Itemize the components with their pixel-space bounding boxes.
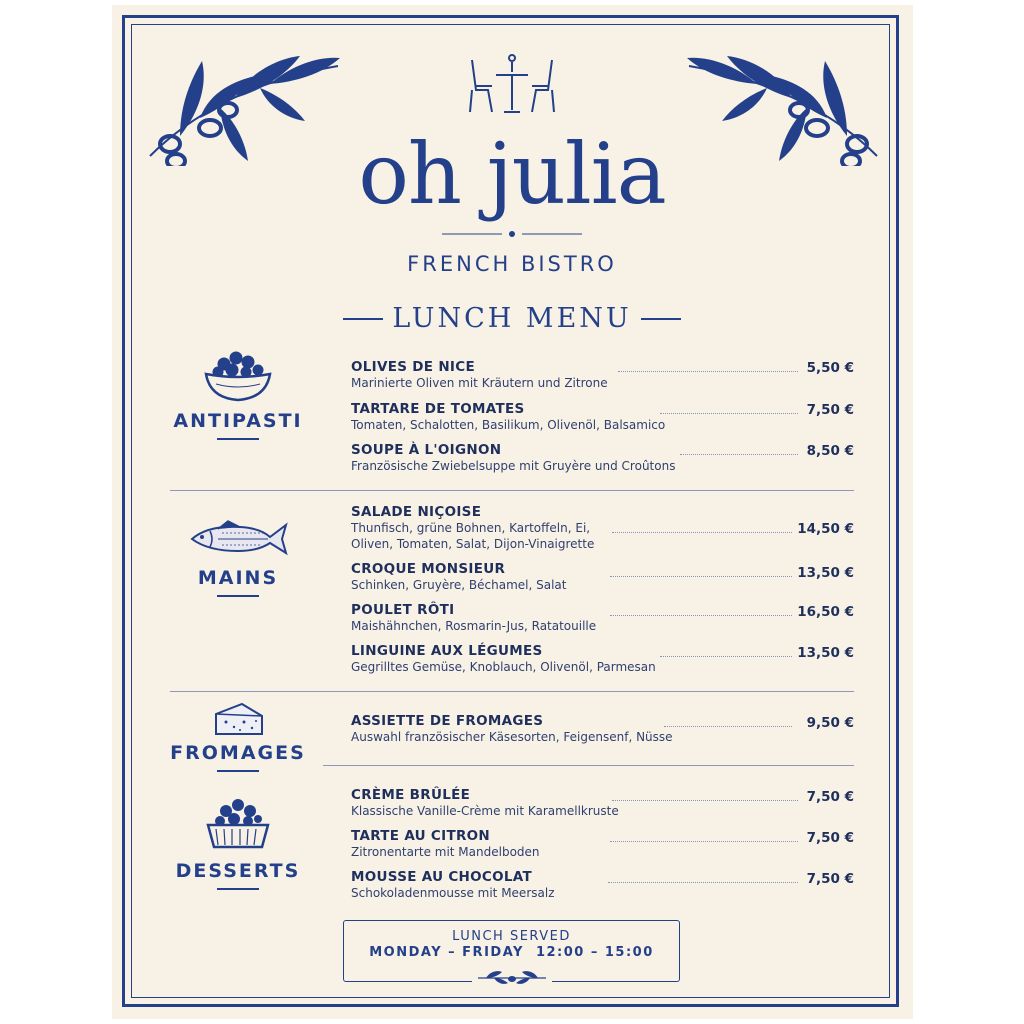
berry-tart-icon [204,795,272,853]
section-title-fromages: FROMAGES [170,742,306,764]
lunch-times: 12:00 – 15:00 [535,945,654,960]
menu-item-price: 7,50 € [806,789,854,805]
dot-leader [660,413,798,414]
restaurant-name: oh julia [358,125,666,223]
section-title-desserts: DESSERTS [175,860,301,882]
menu-item-name: POULET RÔTI [351,602,455,618]
menu-item-name: TARTE AU CITRON [351,828,491,844]
lunch-served-label: LUNCH SERVED [452,929,571,944]
menu-item-price: 7,50 € [806,830,854,846]
section-title-mains: MAINS [197,567,279,589]
dot-leader [664,726,792,727]
lunch-days: MONDAY – FRIDAY [369,945,524,960]
menu-item-description: Klassische Vanille-Crème mit Karamellkruste [351,804,619,818]
menu-item-name: SALADE NIÇOISE [351,504,482,520]
menu-item-description: Maishähnchen, Rosmarin-Jus, Ratatouille [351,619,597,633]
menu-item-name: TARTARE DE TOMATES [351,401,525,417]
dot-leader [660,656,792,657]
menu-item-description: Französische Zwiebelsuppe mit Gruyère und Croûtons [351,459,676,473]
menu-item-price: 9,50 € [806,715,854,731]
menu-item-price: 5,50 € [806,360,854,376]
section-underline [217,888,259,890]
menu-item-name: CRÈME BRÛLÉE [351,787,471,803]
menu-item-name: LINGUINE AUX LÉGUMES [351,643,543,659]
section-underline [217,438,259,440]
restaurant-subtitle: FRENCH BISTRO [407,252,617,276]
menu-item-name: ASSIETTE DE FROMAGES [351,713,544,729]
menu-item-description: Auswahl französischer Käsesorten, Feigensenf, Nüsse [351,730,673,744]
menu-item-description: Schinken, Gruyère, Béchamel, Salat [351,578,567,592]
menu-title-rule-right [641,318,681,320]
menu-item-price: 16,50 € [797,604,854,620]
menu-item-price: 13,50 € [797,565,854,581]
menu-item-name: OLIVES DE NICE [351,359,475,375]
section-divider [170,691,854,692]
fish-icon [188,517,288,559]
bistro-table-icon [466,50,558,116]
menu-item-description: Marinierte Oliven mit Kräutern und Zitrone [351,376,608,390]
menu-item-price: 7,50 € [806,402,854,418]
dot-leader [610,841,798,842]
menu-item-price: 14,50 € [797,521,854,537]
dot-leader [608,882,798,883]
menu-item-price: 13,50 € [797,645,854,661]
menu-item-price: 8,50 € [806,443,854,459]
menu-item-description: Schokoladenmousse mit Meersalz [351,886,555,900]
section-divider [323,765,854,766]
title-ornament [442,228,582,240]
dot-leader [610,615,792,616]
menu-item-name: CROQUE MONSIEUR [351,561,506,577]
dot-leader [618,371,798,372]
cheese-icon [212,702,266,738]
menu-item-description: Thunfisch, grüne Bohnen, Kartoffeln, Ei, [351,521,591,535]
menu-item-description: Tomaten, Schalotten, Basilikum, Olivenöl, Balsamico [351,418,666,432]
dot-leader [680,454,798,455]
olive-sprig-icon [472,966,552,988]
section-divider [170,490,854,491]
menu-item-description-line2: Oliven, Tomaten, Salat, Dijon-Vinaigrette [351,537,595,551]
olive-bowl-icon [202,344,274,404]
menu-item-price: 7,50 € [806,871,854,887]
section-title-antipasti: ANTIPASTI [173,410,303,432]
dot-leader [612,532,792,533]
menu-item-description: Gegrilltes Gemüse, Knoblauch, Olivenöl, Parmesan [351,660,656,674]
menu-item-description: Zitronentarte mit Mandelboden [351,845,540,859]
section-underline [217,595,259,597]
menu-item-name: MOUSSE AU CHOCOLAT [351,869,533,885]
lunch-hours [343,945,680,960]
menu-item-name: SOUPE À L'OIGNON [351,442,502,458]
dot-leader [612,800,798,801]
menu-title: LUNCH MENU [392,303,632,334]
dot-leader [610,576,792,577]
section-underline [217,770,259,772]
